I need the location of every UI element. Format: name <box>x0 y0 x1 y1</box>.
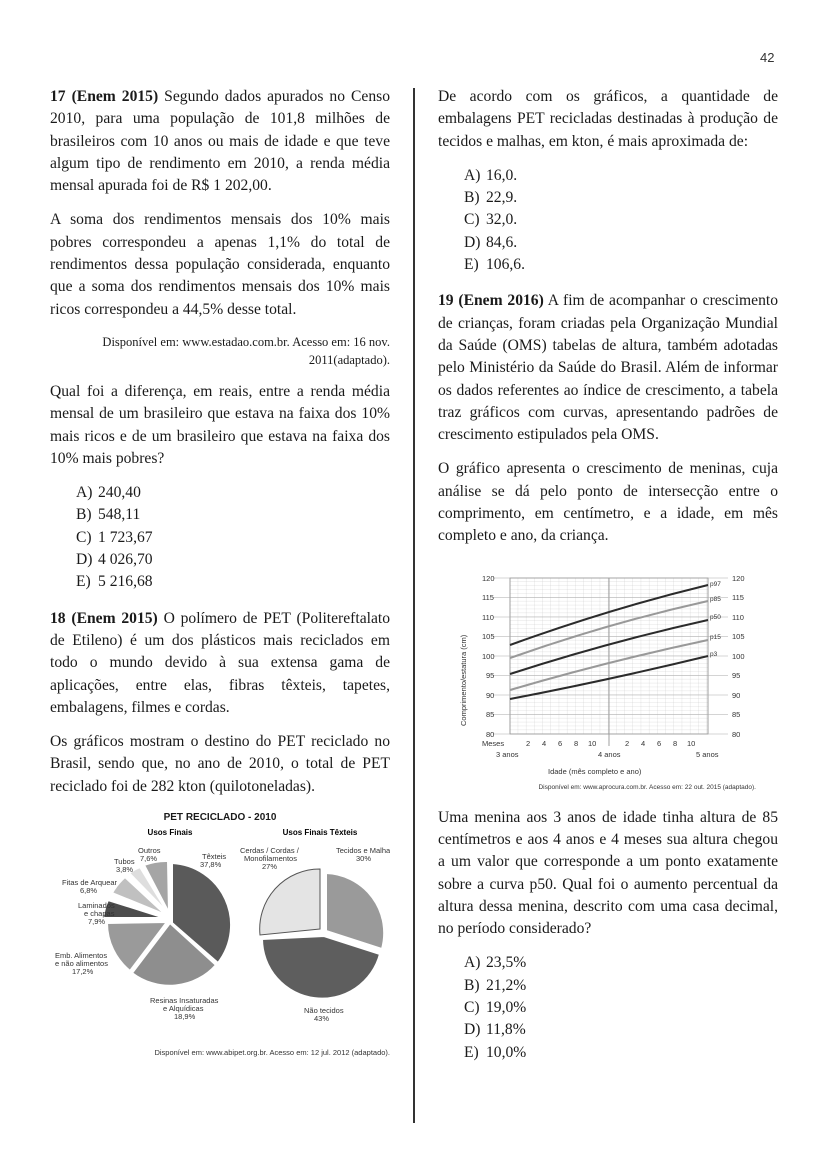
label-tecidos: Tecidos e Malhas <box>336 846 390 856</box>
slice-tecidos-malhas <box>326 873 384 949</box>
svg-text:p15: p15 <box>710 633 721 641</box>
option-text: 19,0% <box>486 999 527 1017</box>
q18-intro <box>50 608 390 719</box>
x-axis-label: Idade (mês completo e ano) <box>548 766 642 776</box>
q18-options <box>464 165 778 276</box>
svg-text:6,8%: 6,8% <box>80 886 98 896</box>
option-text: 16,0. <box>486 166 518 184</box>
label-tubos: Tubos <box>114 857 135 867</box>
pie-chart-title: PET RECICLADO - 2010 <box>163 812 277 824</box>
option-text: 106,6. <box>486 256 525 274</box>
option-d[interactable] <box>76 549 390 571</box>
option-letter: B) <box>464 189 480 207</box>
svg-text:110: 110 <box>482 612 494 622</box>
svg-text:120: 120 <box>732 573 745 583</box>
q17-header: 17 (Enem 2015) <box>50 88 159 105</box>
label-outros: Outros <box>138 846 161 856</box>
svg-text:7,6%: 7,6% <box>140 854 158 864</box>
svg-text:90: 90 <box>486 690 495 700</box>
svg-text:17,2%: 17,2% <box>72 967 94 977</box>
q19-options <box>464 952 778 1063</box>
q19-paragraph-2: O gráfico apresenta o crescimento de meninas, cuja análise se dá pelo ponto de intersecção entre o comprimento, em centímetro, e a idade, em mês completo e ano, da criança. <box>438 460 778 545</box>
q18-text: O polímero de PET (Politereftalato de Etileno) é um dos plásticos mais reciclados em todo o mundo devido à sua extensa gama de aplicações, entre elas, fibras têxteis, tapetes, embalagens, filmes e cordas. <box>50 609 390 716</box>
option-text: 1 723,67 <box>98 528 153 546</box>
option-letter: C) <box>464 999 480 1017</box>
svg-text:27%: 27% <box>262 862 278 872</box>
svg-text:7,9%: 7,9% <box>88 917 106 927</box>
q17-paragraph-2: A soma dos rendimentos mensais dos 10% mais pobres correspondeu a apenas 1,1% do total de rendimentos dessa população considerada, enquanto que a soma dos rendimentos mensais dos 10% mais ricos correspondeu a 44,5% desse total. <box>50 211 390 318</box>
svg-text:115: 115 <box>732 592 744 602</box>
svg-text:p50: p50 <box>710 613 721 621</box>
right-column <box>438 86 778 1078</box>
svg-text:110: 110 <box>732 612 744 622</box>
svg-text:3 anos: 3 anos <box>496 749 519 759</box>
x-axis-year-ticks <box>496 750 719 759</box>
label-emb: Emb. Alimentos <box>55 951 108 961</box>
option-letter: C) <box>76 528 92 546</box>
option-b[interactable] <box>464 187 778 209</box>
option-letter: D) <box>76 551 93 569</box>
svg-text:120: 120 <box>482 573 495 583</box>
svg-text:8: 8 <box>574 738 579 748</box>
option-text: 5 216,68 <box>98 573 153 591</box>
pie-left-subtitle: Usos Finais <box>147 828 193 838</box>
option-letter: C) <box>464 211 480 229</box>
question-19 <box>438 290 778 1064</box>
q17-text: Segundo dados apurados no Censo 2010, para uma população de 101,8 milhões de brasileiros com 10 anos ou mais de idade e que teve algum tipo de rendimento em 2010, a renda média mensal apurada foi de R$ 1 202,00. <box>50 88 391 195</box>
label-cerdas: Cerdas / Cordas / <box>240 846 299 856</box>
question-18-continued <box>438 86 778 276</box>
label-fitas: Fitas de Arquear <box>62 878 118 888</box>
q17-question: Qual foi a diferença, em reais, entre a renda média mensal de um brasileiro que estava na faixa dos 10% mais ricos e de um brasileiro que estava na faixa dos 10% mais pobres? <box>50 382 390 467</box>
pie-charts-svg <box>50 823 390 1043</box>
y-axis-right-ticks <box>732 574 745 739</box>
svg-text:105: 105 <box>732 631 745 641</box>
option-letter: A) <box>464 954 481 972</box>
svg-text:10: 10 <box>588 738 597 748</box>
option-text: 22,9. <box>486 189 518 207</box>
svg-text:5 anos: 5 anos <box>696 749 719 759</box>
svg-text:43%: 43% <box>314 1014 330 1024</box>
option-text: 240,40 <box>98 484 141 502</box>
pet-pie-charts <box>50 812 390 1057</box>
q19-header: 19 (Enem 2016) <box>438 292 544 310</box>
svg-text:105: 105 <box>482 631 495 641</box>
svg-text:2: 2 <box>526 738 531 748</box>
x-axis-month-ticks <box>482 739 695 748</box>
svg-text:80: 80 <box>486 729 495 739</box>
option-text: 84,6. <box>486 233 518 251</box>
svg-text:10: 10 <box>687 738 696 748</box>
svg-text:4 anos: 4 anos <box>598 749 621 759</box>
option-letter: D) <box>464 233 481 251</box>
svg-text:95: 95 <box>732 670 741 680</box>
option-c[interactable] <box>464 997 778 1019</box>
svg-text:6: 6 <box>558 738 563 748</box>
label-resinas: Resinas Insaturadas <box>150 996 219 1006</box>
svg-text:95: 95 <box>486 670 495 680</box>
svg-text:8: 8 <box>673 738 678 748</box>
page-number: 42 <box>760 50 775 65</box>
svg-text:Meses: Meses <box>482 738 505 748</box>
q19-intro <box>438 290 778 446</box>
y-axis-left-ticks <box>482 574 495 739</box>
option-letter: B) <box>76 506 92 524</box>
svg-text:4: 4 <box>542 738 547 748</box>
q17-intro <box>50 86 390 197</box>
slice-nao-tecidos <box>262 936 380 999</box>
svg-text:85: 85 <box>486 709 495 719</box>
option-a[interactable] <box>76 482 390 504</box>
q18-paragraph-2: Os gráficos mostram o destino do PET reciclado no Brasil, sendo que, no ano de 2010, o total de PET reciclado foi de 282 kton (quilotoneladas). <box>50 733 390 795</box>
growth-chart <box>438 566 778 801</box>
pie-right-subtitle: Usos Finais Têxteis <box>282 828 358 838</box>
svg-text:115: 115 <box>482 592 494 602</box>
slice-cerdas <box>260 869 320 935</box>
option-text: 548,11 <box>98 506 141 524</box>
option-c[interactable] <box>76 527 390 549</box>
svg-text:37,8%: 37,8% <box>200 860 222 870</box>
svg-text:p85: p85 <box>710 595 721 603</box>
option-d[interactable] <box>464 1019 778 1041</box>
option-letter: E) <box>76 573 91 591</box>
option-letter: E) <box>464 1043 479 1061</box>
option-letter: B) <box>464 976 480 994</box>
option-a[interactable] <box>464 952 778 974</box>
svg-text:e não alimentos: e não alimentos <box>55 959 108 969</box>
svg-text:80: 80 <box>732 729 741 739</box>
svg-text:4: 4 <box>641 738 646 748</box>
label-texteis: Têxteis <box>202 852 227 862</box>
option-letter: D) <box>464 1021 481 1039</box>
option-d[interactable] <box>464 232 778 254</box>
y-axis-label: Comprimento/estatura (cm) <box>459 634 468 726</box>
svg-text:3,8%: 3,8% <box>116 865 134 875</box>
svg-text:Monofilamentos: Monofilamentos <box>244 854 297 864</box>
svg-text:6: 6 <box>657 738 662 748</box>
option-letter: A) <box>76 484 93 502</box>
q18-header: 18 (Enem 2015) <box>50 609 158 627</box>
option-b[interactable] <box>76 504 390 526</box>
growth-chart-source: Disponível em: www.aprocura.com.br. Acesso em: 22 out. 2015 (adaptado). <box>538 783 756 791</box>
option-text: 10,0% <box>486 1043 527 1061</box>
pie-right <box>260 869 384 999</box>
option-text: 23,5% <box>486 954 527 972</box>
option-e[interactable] <box>76 571 390 593</box>
svg-text:30%: 30% <box>356 854 372 864</box>
option-letter: E) <box>464 256 479 274</box>
svg-text:2: 2 <box>625 738 630 748</box>
option-text: 4 026,70 <box>98 551 153 569</box>
svg-text:p97: p97 <box>710 580 721 588</box>
option-text: 11,8% <box>486 1021 526 1039</box>
pie-chart-source: Disponível em: www.abipet.org.br. Acesso em: 12 jul. 2012 (adaptado). <box>154 1048 390 1058</box>
q18-question: De acordo com os gráficos, a quantidade de embalagens PET recicladas destinadas à produção de tecidos e malhas, em kton, é mais aproximada de: <box>438 88 778 150</box>
option-c[interactable] <box>464 209 778 231</box>
option-text: 21,2% <box>486 976 527 994</box>
pie-left <box>103 861 231 986</box>
svg-text:p3: p3 <box>710 650 718 658</box>
svg-text:90: 90 <box>732 690 741 700</box>
svg-text:85: 85 <box>732 709 741 719</box>
q19-text: A fim de acompanhar o crescimento de crianças, foram criadas pela Organização Mundial da Saúde (OMS) tabelas de altura, também adotadas pelo Ministério da Saúde do Brasil. Além de informar os dados referentes ao índice de crescimento, a tabela traz gráficos com curvas, apresentando padrões de crescimento estipulados pela OMS. <box>438 292 779 444</box>
option-a[interactable] <box>464 165 778 187</box>
option-e[interactable] <box>464 1042 778 1064</box>
label-nao-tecidos: Não tecidos <box>304 1006 344 1016</box>
label-laminados: Laminados <box>78 901 115 911</box>
svg-text:100: 100 <box>482 651 495 661</box>
q17-options <box>76 482 390 593</box>
q17-source: Disponível em: www.estadao.com.br. Acesso em: 16 nov. 2011(adaptado). <box>102 334 390 367</box>
svg-text:e chapas: e chapas <box>84 909 115 919</box>
q19-question: Uma menina aos 3 anos de idade tinha altura de 85 centímetros e aos 4 anos e 4 meses sua altura chegou a um valor que corresponde a um ponto exatamente sobre a curva p50. Qual foi o aumento percentual da altura dessa menina, descrito com uma casa decimal, no período considerado? <box>438 808 778 938</box>
question-17 <box>50 86 390 594</box>
svg-text:18,9%: 18,9% <box>174 1012 196 1022</box>
growth-chart-svg <box>438 566 778 796</box>
option-text: 32,0. <box>486 211 518 229</box>
option-e[interactable] <box>464 254 778 276</box>
left-column <box>50 86 390 1057</box>
option-letter: A) <box>464 166 481 184</box>
question-18 <box>50 608 390 1057</box>
option-b[interactable] <box>464 975 778 997</box>
svg-text:e Alquídicas: e Alquídicas <box>163 1004 204 1014</box>
svg-text:100: 100 <box>732 651 745 661</box>
column-divider <box>413 88 415 1123</box>
curve-labels <box>710 581 721 658</box>
